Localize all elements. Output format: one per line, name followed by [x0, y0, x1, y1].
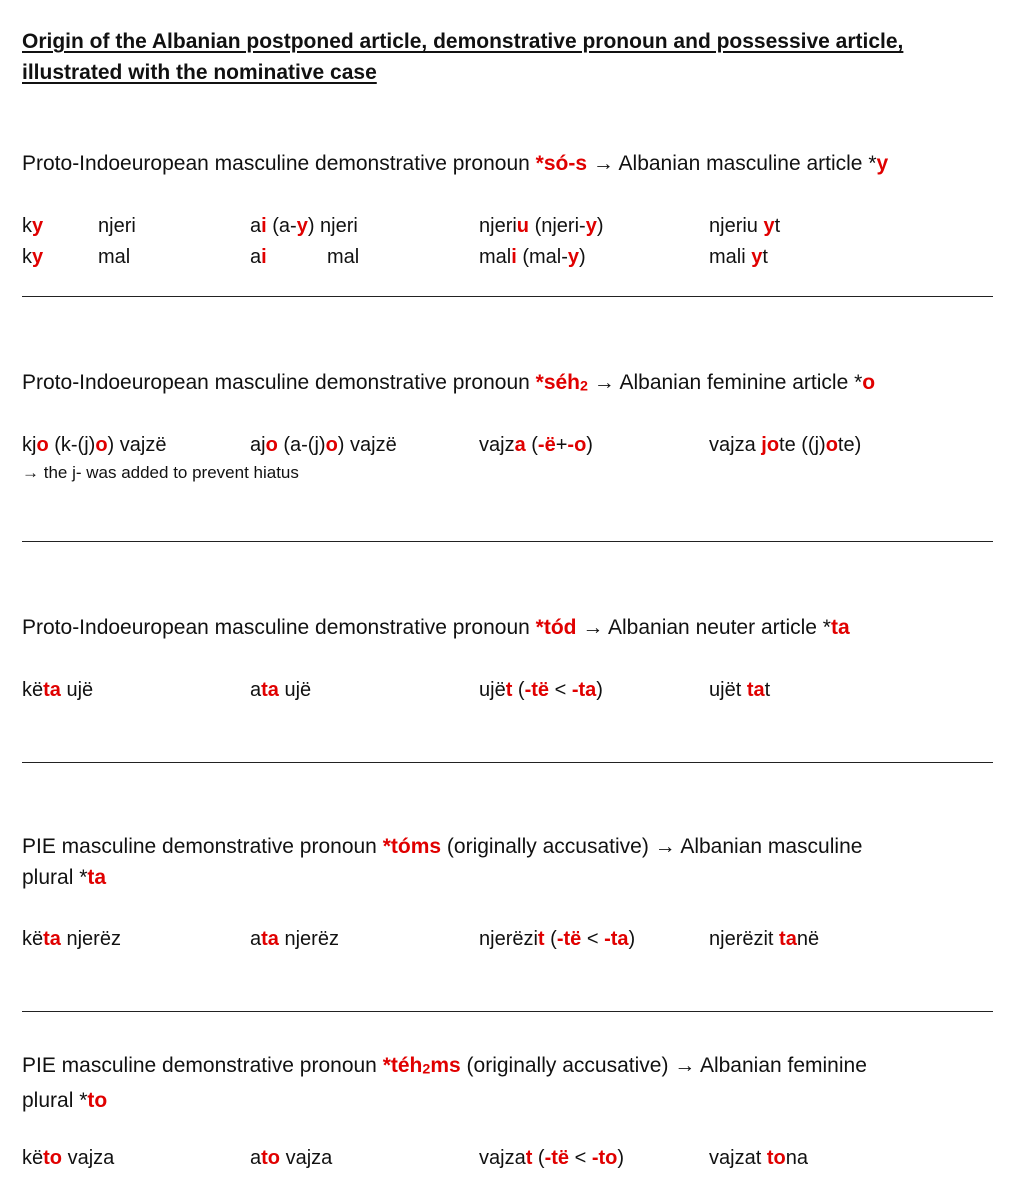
demonstrative-near: ky	[22, 215, 44, 237]
section-3-heading: Proto-Indoeuropean masculine demonstrative pronoun *tód → Albanian neuter article *ta	[22, 616, 850, 639]
section-3-row-1	[22, 675, 1012, 706]
noun: mal	[327, 246, 360, 268]
section-5-heading: PIE masculine demonstrative pronoun *téh$_2$ms (originally accusative) → Albanian feminine plural *to	[22, 1054, 867, 1113]
demonstrative-near: ky	[22, 246, 44, 268]
postponed-article: vajzat (-të < -to)	[479, 1147, 625, 1169]
possessive-article: mali yt	[709, 246, 768, 268]
section-2-row-1	[22, 430, 1012, 461]
demonstrative-far: ajo (a-(j)o) vajzë	[250, 434, 397, 456]
demonstrative-far: ata njerëz	[250, 928, 339, 950]
section-1-row-2	[22, 242, 1012, 273]
postponed-article: njerëzit (-të < -ta)	[479, 928, 636, 950]
noun: njeri	[98, 215, 136, 237]
postponed-article: ujët (-të < -ta)	[479, 679, 603, 701]
postponed-article: vajza (-ë+-o)	[479, 434, 593, 456]
possessive-article: vajza jote ((j)ote)	[709, 434, 862, 456]
divider	[22, 1011, 993, 1012]
possessive-article: njerëzit tanë	[709, 928, 820, 950]
page-title	[22, 26, 1012, 88]
demonstrative-far: ato vajza	[250, 1147, 333, 1169]
demonstrative-far: ai	[250, 246, 267, 268]
possessive-article: ujët tat	[709, 679, 771, 701]
noun: mal	[98, 246, 131, 268]
hiatus-note: → the j- was added to prevent hiatus	[22, 463, 299, 482]
postponed-article: njeriu (njeri-y)	[479, 215, 604, 237]
demonstrative-near: këto vajza	[22, 1147, 115, 1169]
section-1-row-1	[22, 211, 1012, 242]
divider	[22, 541, 993, 542]
section-4-heading: PIE masculine demonstrative pronoun *tóms (originally accusative) → Albanian masculine plural *ta	[22, 835, 863, 889]
title-line-1: Origin of the Albanian postponed article, demonstrative pronoun and possessive article,	[22, 30, 904, 53]
possessive-article: vajzat tona	[709, 1147, 808, 1169]
section-5-row-1	[22, 1143, 1012, 1174]
possessive-article: njeriu yt	[709, 215, 781, 237]
demonstrative-near: këta njerëz	[22, 928, 121, 950]
section-2-heading: Proto-Indoeuropean masculine demonstrative pronoun *séh$_2$ → Albanian feminine article *o	[22, 371, 876, 395]
title-line-2: illustrated with the nominative case	[22, 61, 377, 84]
demonstrative-near: këta ujë	[22, 679, 94, 701]
demonstrative-near: kjo (k-(j)o) vajzë	[22, 434, 167, 456]
postponed-article: mali (mal-y)	[479, 246, 586, 268]
demonstrative-far: ata ujë	[250, 679, 312, 701]
demonstrative-far: ai (a-y) njeri	[250, 215, 358, 237]
divider	[22, 762, 993, 763]
section-1-heading: Proto-Indoeuropean masculine demonstrative pronoun *só-s → Albanian masculine article *y	[22, 152, 889, 175]
section-4-row-1	[22, 924, 1012, 955]
divider	[22, 296, 993, 297]
